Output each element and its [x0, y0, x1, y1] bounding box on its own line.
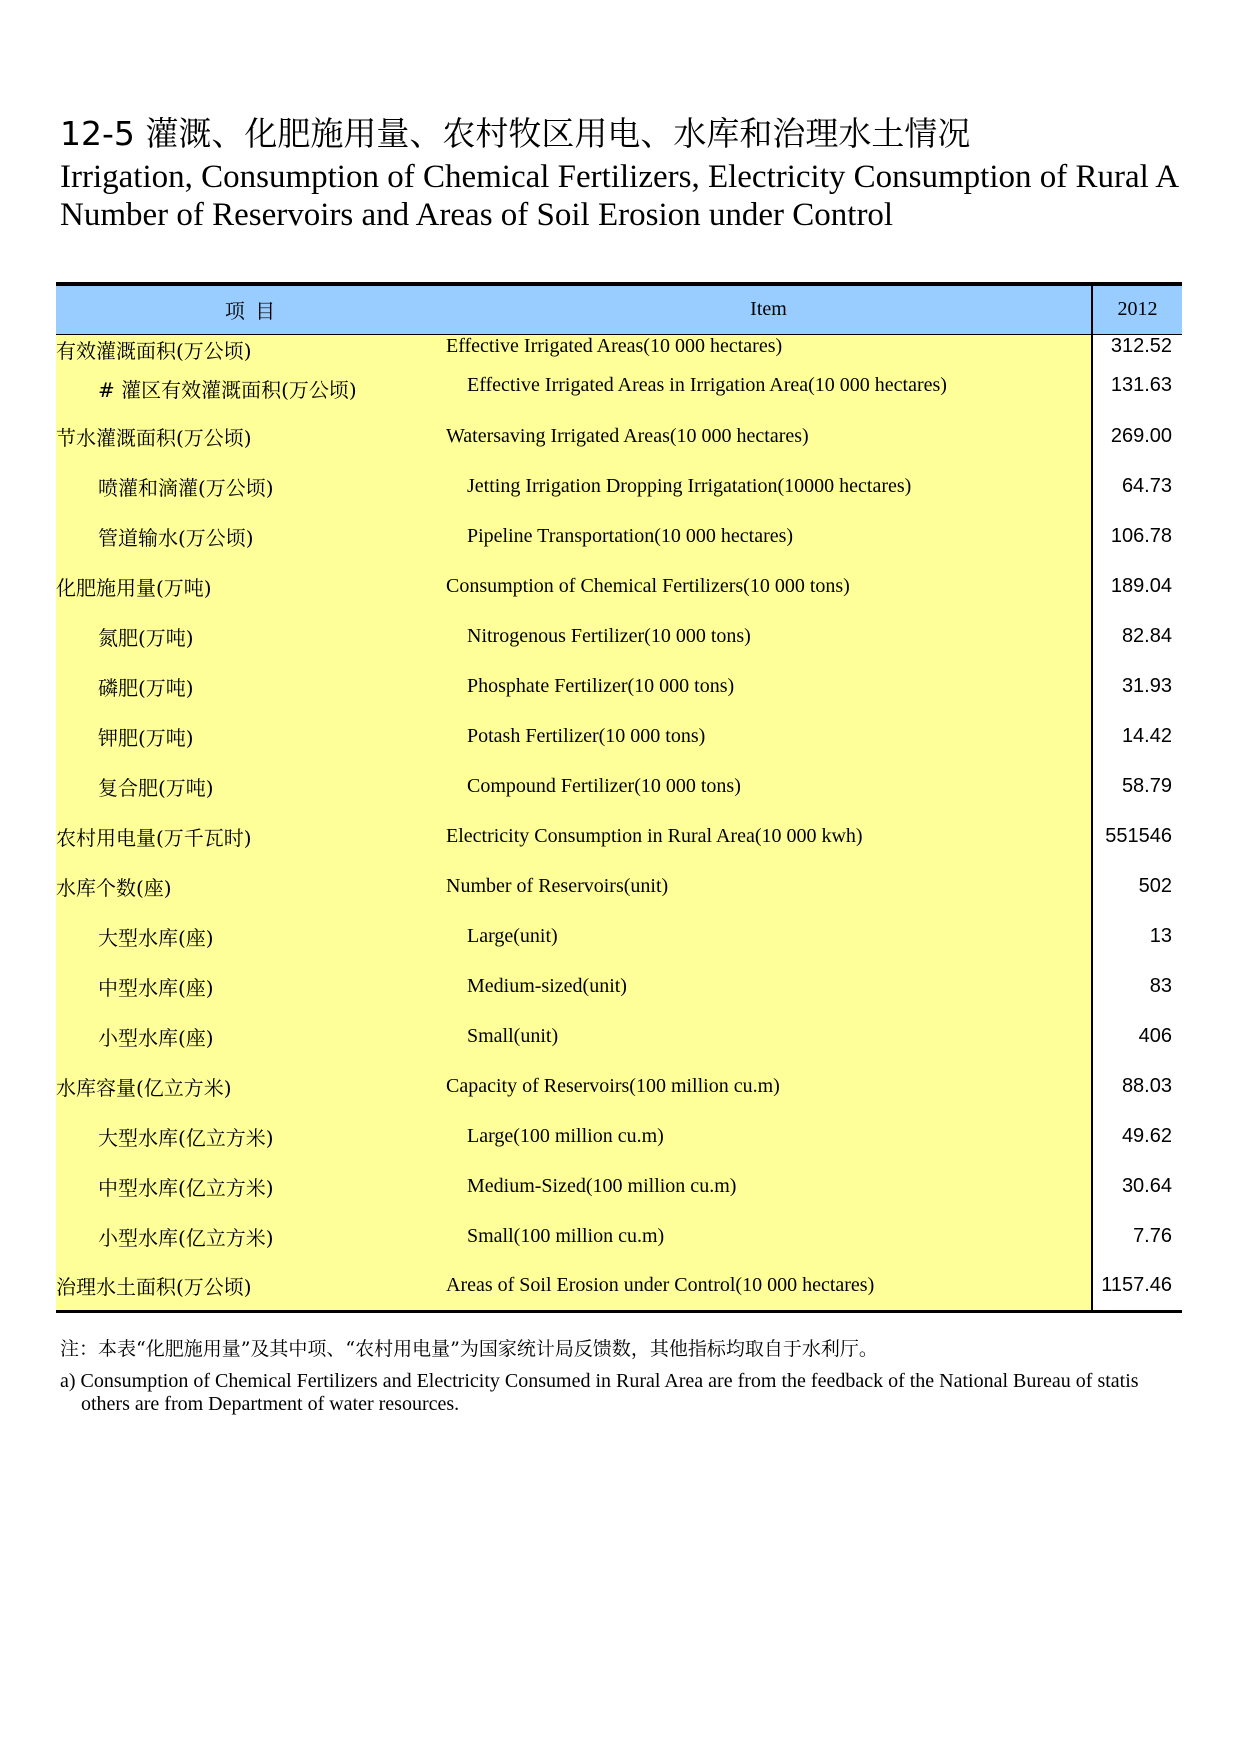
row-label-english: Capacity of Reservoirs(100 million cu.m) — [446, 1062, 1092, 1112]
row-value: 13 — [1092, 912, 1182, 962]
row-value: 31.93 — [1092, 662, 1182, 712]
row-label-chinese: 大型水库(亿立方米) — [56, 1112, 446, 1162]
row-value: 82.84 — [1092, 612, 1182, 662]
header-year: 2012 — [1092, 284, 1182, 334]
row-value: 7.76 — [1092, 1212, 1182, 1262]
row-value: 58.79 — [1092, 762, 1182, 812]
row-value: 88.03 — [1092, 1062, 1182, 1112]
table-row — [56, 962, 1182, 1012]
title-english-line-1: Irrigation, Consumption of Chemical Fertilizers, Electricity Consumption of Rural A — [60, 159, 1180, 195]
row-label-chinese: 小型水库(亿立方米) — [56, 1212, 446, 1262]
row-label-chinese: 水库个数(座) — [56, 862, 446, 912]
row-value: 64.73 — [1092, 462, 1182, 512]
row-label-english: Pipeline Transportation(10 000 hectares) — [446, 512, 1092, 562]
row-label-chinese: 大型水库(座) — [56, 912, 446, 962]
table-row — [56, 762, 1182, 812]
table-row — [56, 562, 1182, 612]
footnote-chinese: 注：本表“化肥施用量”及其中项、“农村用电量”为国家统计局反馈数，其他指标均取自于水利厅。 — [60, 1338, 878, 1360]
row-label-english: Large(100 million cu.m) — [446, 1112, 1092, 1162]
table-row — [56, 1212, 1182, 1262]
row-value: 269.00 — [1092, 412, 1182, 462]
table-row — [56, 612, 1182, 662]
table-row — [56, 662, 1182, 712]
row-label-english: Potash Fertilizer(10 000 tons) — [446, 712, 1092, 762]
row-value: 551546 — [1092, 812, 1182, 862]
table-row — [56, 712, 1182, 762]
row-label-english: Electricity Consumption in Rural Area(10 000 kwh) — [446, 812, 1092, 862]
row-label-english: Small(unit) — [446, 1012, 1092, 1062]
footnote-english-line-1: a) Consumption of Chemical Fertilizers and Electricity Consumed in Rural Area are from the feedback of the National Bureau of statis — [60, 1370, 1139, 1392]
table-row — [56, 812, 1182, 862]
table-row — [56, 334, 1182, 364]
row-label-chinese: # 灌区有效灌溉面积(万公顷) — [56, 364, 446, 412]
row-label-english: Phosphate Fertilizer(10 000 tons) — [446, 662, 1092, 712]
row-label-chinese: 小型水库(座) — [56, 1012, 446, 1062]
row-label-chinese: 磷肥(万吨) — [56, 662, 446, 712]
row-label-english: Small(100 million cu.m) — [446, 1212, 1092, 1262]
row-value: 106.78 — [1092, 512, 1182, 562]
row-label-english: Medium-sized(unit) — [446, 962, 1092, 1012]
header-item-chinese: 项 目 — [56, 284, 446, 334]
row-label-chinese: 节水灌溉面积(万公顷) — [56, 412, 446, 462]
row-label-english: Large(unit) — [446, 912, 1092, 962]
row-label-english: Medium-Sized(100 million cu.m) — [446, 1162, 1092, 1212]
row-label-chinese: 水库容量(亿立方米) — [56, 1062, 446, 1112]
row-label-chinese: 氮肥(万吨) — [56, 612, 446, 662]
row-value: 83 — [1092, 962, 1182, 1012]
row-label-english: Effective Irrigated Areas in Irrigation Area(10 000 hectares) — [446, 364, 1092, 412]
footnote-english — [60, 1370, 1182, 1416]
row-label-chinese: 中型水库(亿立方米) — [56, 1162, 446, 1212]
footnote-english-line-2: others are from Department of water resources. — [81, 1393, 460, 1415]
row-value: 14.42 — [1092, 712, 1182, 762]
row-label-chinese: 喷灌和滴灌(万公顷) — [56, 462, 446, 512]
row-label-english: Areas of Soil Erosion under Control(10 000 hectares) — [446, 1262, 1092, 1312]
row-value: 1157.46 — [1092, 1262, 1182, 1312]
row-label-chinese: 有效灌溉面积(万公顷) — [56, 334, 446, 364]
table-row — [56, 364, 1182, 412]
row-label-chinese: 钾肥(万吨) — [56, 712, 446, 762]
table-row — [56, 1112, 1182, 1162]
page-title-chinese: 12-5 灌溉、化肥施用量、农村牧区用电、水库和治理水土情况 — [60, 114, 971, 153]
row-label-english: Jetting Irrigation Dropping Irrigatation(10000 hectares) — [446, 462, 1092, 512]
row-label-chinese: 农村用电量(万千瓦时) — [56, 812, 446, 862]
row-label-english: Number of Reservoirs(unit) — [446, 862, 1092, 912]
table-row — [56, 862, 1182, 912]
row-label-chinese: 化肥施用量(万吨) — [56, 562, 446, 612]
row-value: 131.63 — [1092, 364, 1182, 412]
table-row — [56, 1012, 1182, 1062]
row-label-english: Effective Irrigated Areas(10 000 hectares) — [446, 334, 1092, 364]
row-value: 502 — [1092, 862, 1182, 912]
table-row — [56, 412, 1182, 462]
statistics-table — [56, 282, 1182, 1313]
row-label-chinese: 中型水库(座) — [56, 962, 446, 1012]
row-value: 406 — [1092, 1012, 1182, 1062]
row-label-english: Compound Fertilizer(10 000 tons) — [446, 762, 1092, 812]
title-english-line-2: Number of Reservoirs and Areas of Soil Erosion under Control — [60, 197, 894, 233]
table-row — [56, 1262, 1182, 1312]
page-title-english — [60, 158, 1182, 234]
row-label-english: Consumption of Chemical Fertilizers(10 000 tons) — [446, 562, 1092, 612]
table-row — [56, 512, 1182, 562]
row-value: 49.62 — [1092, 1112, 1182, 1162]
row-label-english: Nitrogenous Fertilizer(10 000 tons) — [446, 612, 1092, 662]
table-header-row — [56, 284, 1182, 334]
row-label-chinese: 治理水土面积(万公顷) — [56, 1262, 446, 1312]
header-item-english: Item — [446, 284, 1092, 334]
table-row — [56, 462, 1182, 512]
row-label-chinese: 管道输水(万公顷) — [56, 512, 446, 562]
row-value: 189.04 — [1092, 562, 1182, 612]
row-value: 30.64 — [1092, 1162, 1182, 1212]
row-label-chinese: 复合肥(万吨) — [56, 762, 446, 812]
table-row — [56, 1062, 1182, 1112]
row-label-english: Watersaving Irrigated Areas(10 000 hectares) — [446, 412, 1092, 462]
table-row — [56, 912, 1182, 962]
table-row — [56, 1162, 1182, 1212]
row-value: 312.52 — [1092, 334, 1182, 364]
